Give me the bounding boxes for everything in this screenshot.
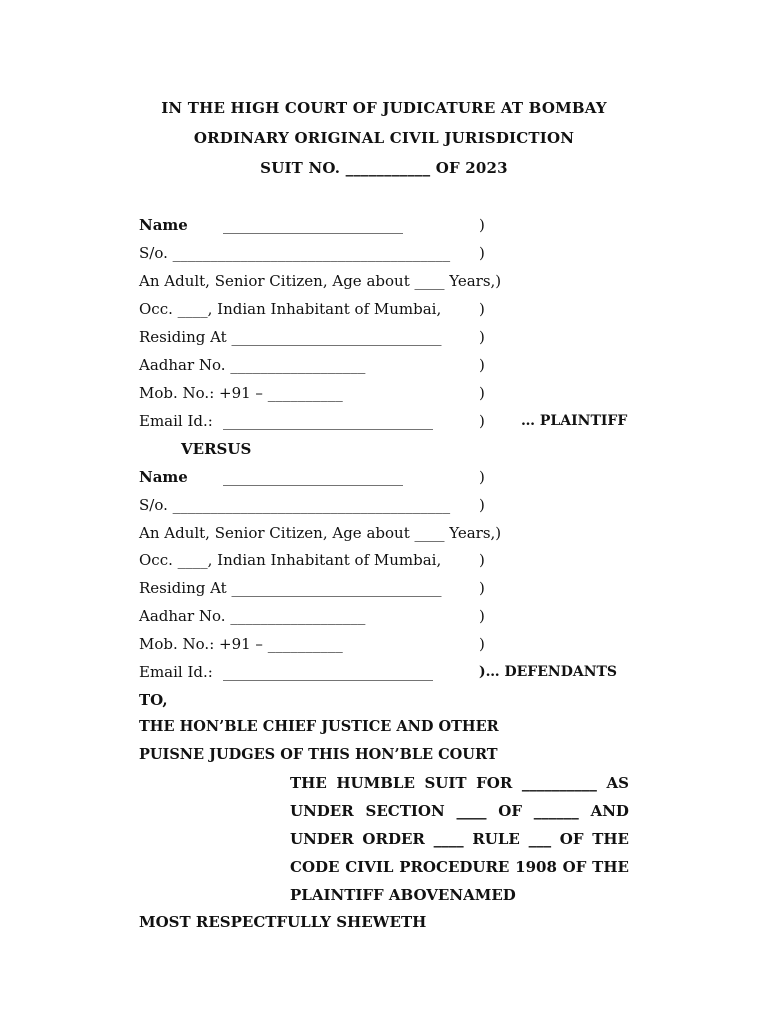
plaintiff-age: An Adult, Senior Citizen, Age about ____ Years,) [139,272,502,290]
suit-for-word: THE [592,858,629,876]
plaintiff-paren: ) [479,384,485,402]
address-line-1: THE HON’BLE CHIEF JUSTICE AND OTHER [139,718,499,735]
plaintiff-email-blank: ____________________________ [223,412,433,430]
jurisdiction-title: ORDINARY ORIGINAL CIVIL JURISDICTION [193,129,575,147]
suit-for-word: AND [590,802,629,820]
closing-line: MOST RESPECTFULLY SHEWETH [139,913,427,931]
suit-for-word: CODE [290,858,340,876]
suit-for-word: OF [562,858,587,876]
suit-number: SUIT NO. ___________ OF 2023 [260,159,508,177]
suit-for-word: THE [592,830,629,848]
suit-for-word: UNDER [290,830,354,848]
defendant-name-label: Name [139,468,188,486]
suit-for-word: ORDER [362,830,425,848]
suit-for-word: SECTION [365,802,445,820]
defendant-mob: Mob. No.: +91 – __________ [139,635,343,653]
suit-for-word: ___ [528,830,552,848]
plaintiff-role: … PLAINTIFF [521,413,628,429]
plaintiff-mob: Mob. No.: +91 – __________ [139,384,343,402]
suit-for-word: OF [498,802,522,820]
versus-heading: VERSUS [181,440,252,458]
suit-for-line-3 [290,830,629,848]
suit-for-word: ____ [456,802,487,820]
defendant-residing: Residing At ____________________________ [139,579,442,597]
suit-for-word: AS [606,774,629,792]
defendant-email-blank: ____________________________ [223,663,433,681]
address-line-2: PUISNE JUDGES OF THIS HON’BLE COURT [139,746,498,763]
suit-for-word: ____ [433,830,464,848]
suit-for-line-1 [290,774,629,792]
defendant-paren: ) [479,607,485,625]
defendant-paren: ) [479,468,485,486]
defendant-role: )… DEFENDANTS [479,664,618,680]
plaintiff-paren: ) [479,356,485,374]
suit-for-word: OF [559,830,584,848]
defendant-occ: Occ. ____, Indian Inhabitant of Mumbai, [139,551,442,569]
defendant-age: An Adult, Senior Citizen, Age about ____ Years,) [139,524,502,542]
suit-for-line-5: PLAINTIFF ABOVENAMED [290,886,516,904]
plaintiff-aadhar: Aadhar No. __________________ [139,356,366,374]
defendant-email-label: Email Id.: [139,663,213,681]
defendant-paren: ) [479,635,485,653]
defendant-paren: ) [479,551,485,569]
suit-for-word: PROCEDURE [399,858,510,876]
defendant-paren: ) [479,496,485,514]
plaintiff-residing: Residing At ____________________________ [139,328,442,346]
plaintiff-email-label: Email Id.: [139,412,213,430]
plaintiff-paren: ) [479,328,485,346]
suit-for-word: 1908 [515,858,557,876]
plaintiff-occ: Occ. ____, Indian Inhabitant of Mumbai, [139,300,442,318]
address-to: TO, [139,691,168,709]
suit-for-word: __________ [521,774,597,792]
plaintiff-paren: ) [479,216,485,234]
plaintiff-name-label: Name [139,216,188,234]
suit-for-word: RULE [472,830,520,848]
suit-for-word: UNDER [290,802,354,820]
suit-for-word: SUIT [424,774,467,792]
defendant-so: S/o. _____________________________________ [139,496,451,514]
court-title: IN THE HIGH COURT OF JUDICATURE AT BOMBAY [161,99,607,117]
defendant-name-blank: ________________________ [223,468,403,486]
plaintiff-so: S/o. _____________________________________ [139,244,451,262]
suit-for-word: HUMBLE [336,774,415,792]
defendant-aadhar: Aadhar No. __________________ [139,607,366,625]
plaintiff-paren: ) [479,244,485,262]
suit-for-word: CIVIL [345,858,394,876]
suit-for-line-4 [290,858,629,876]
plaintiff-name-blank: ________________________ [223,216,403,234]
plaintiff-paren: ) [479,300,485,318]
defendant-paren: ) [479,579,485,597]
plaintiff-paren: ) [479,412,485,430]
suit-for-word: FOR [476,774,513,792]
suit-for-line-2 [290,802,629,820]
suit-for-word: ______ [533,802,579,820]
suit-for-word: THE [290,774,327,792]
